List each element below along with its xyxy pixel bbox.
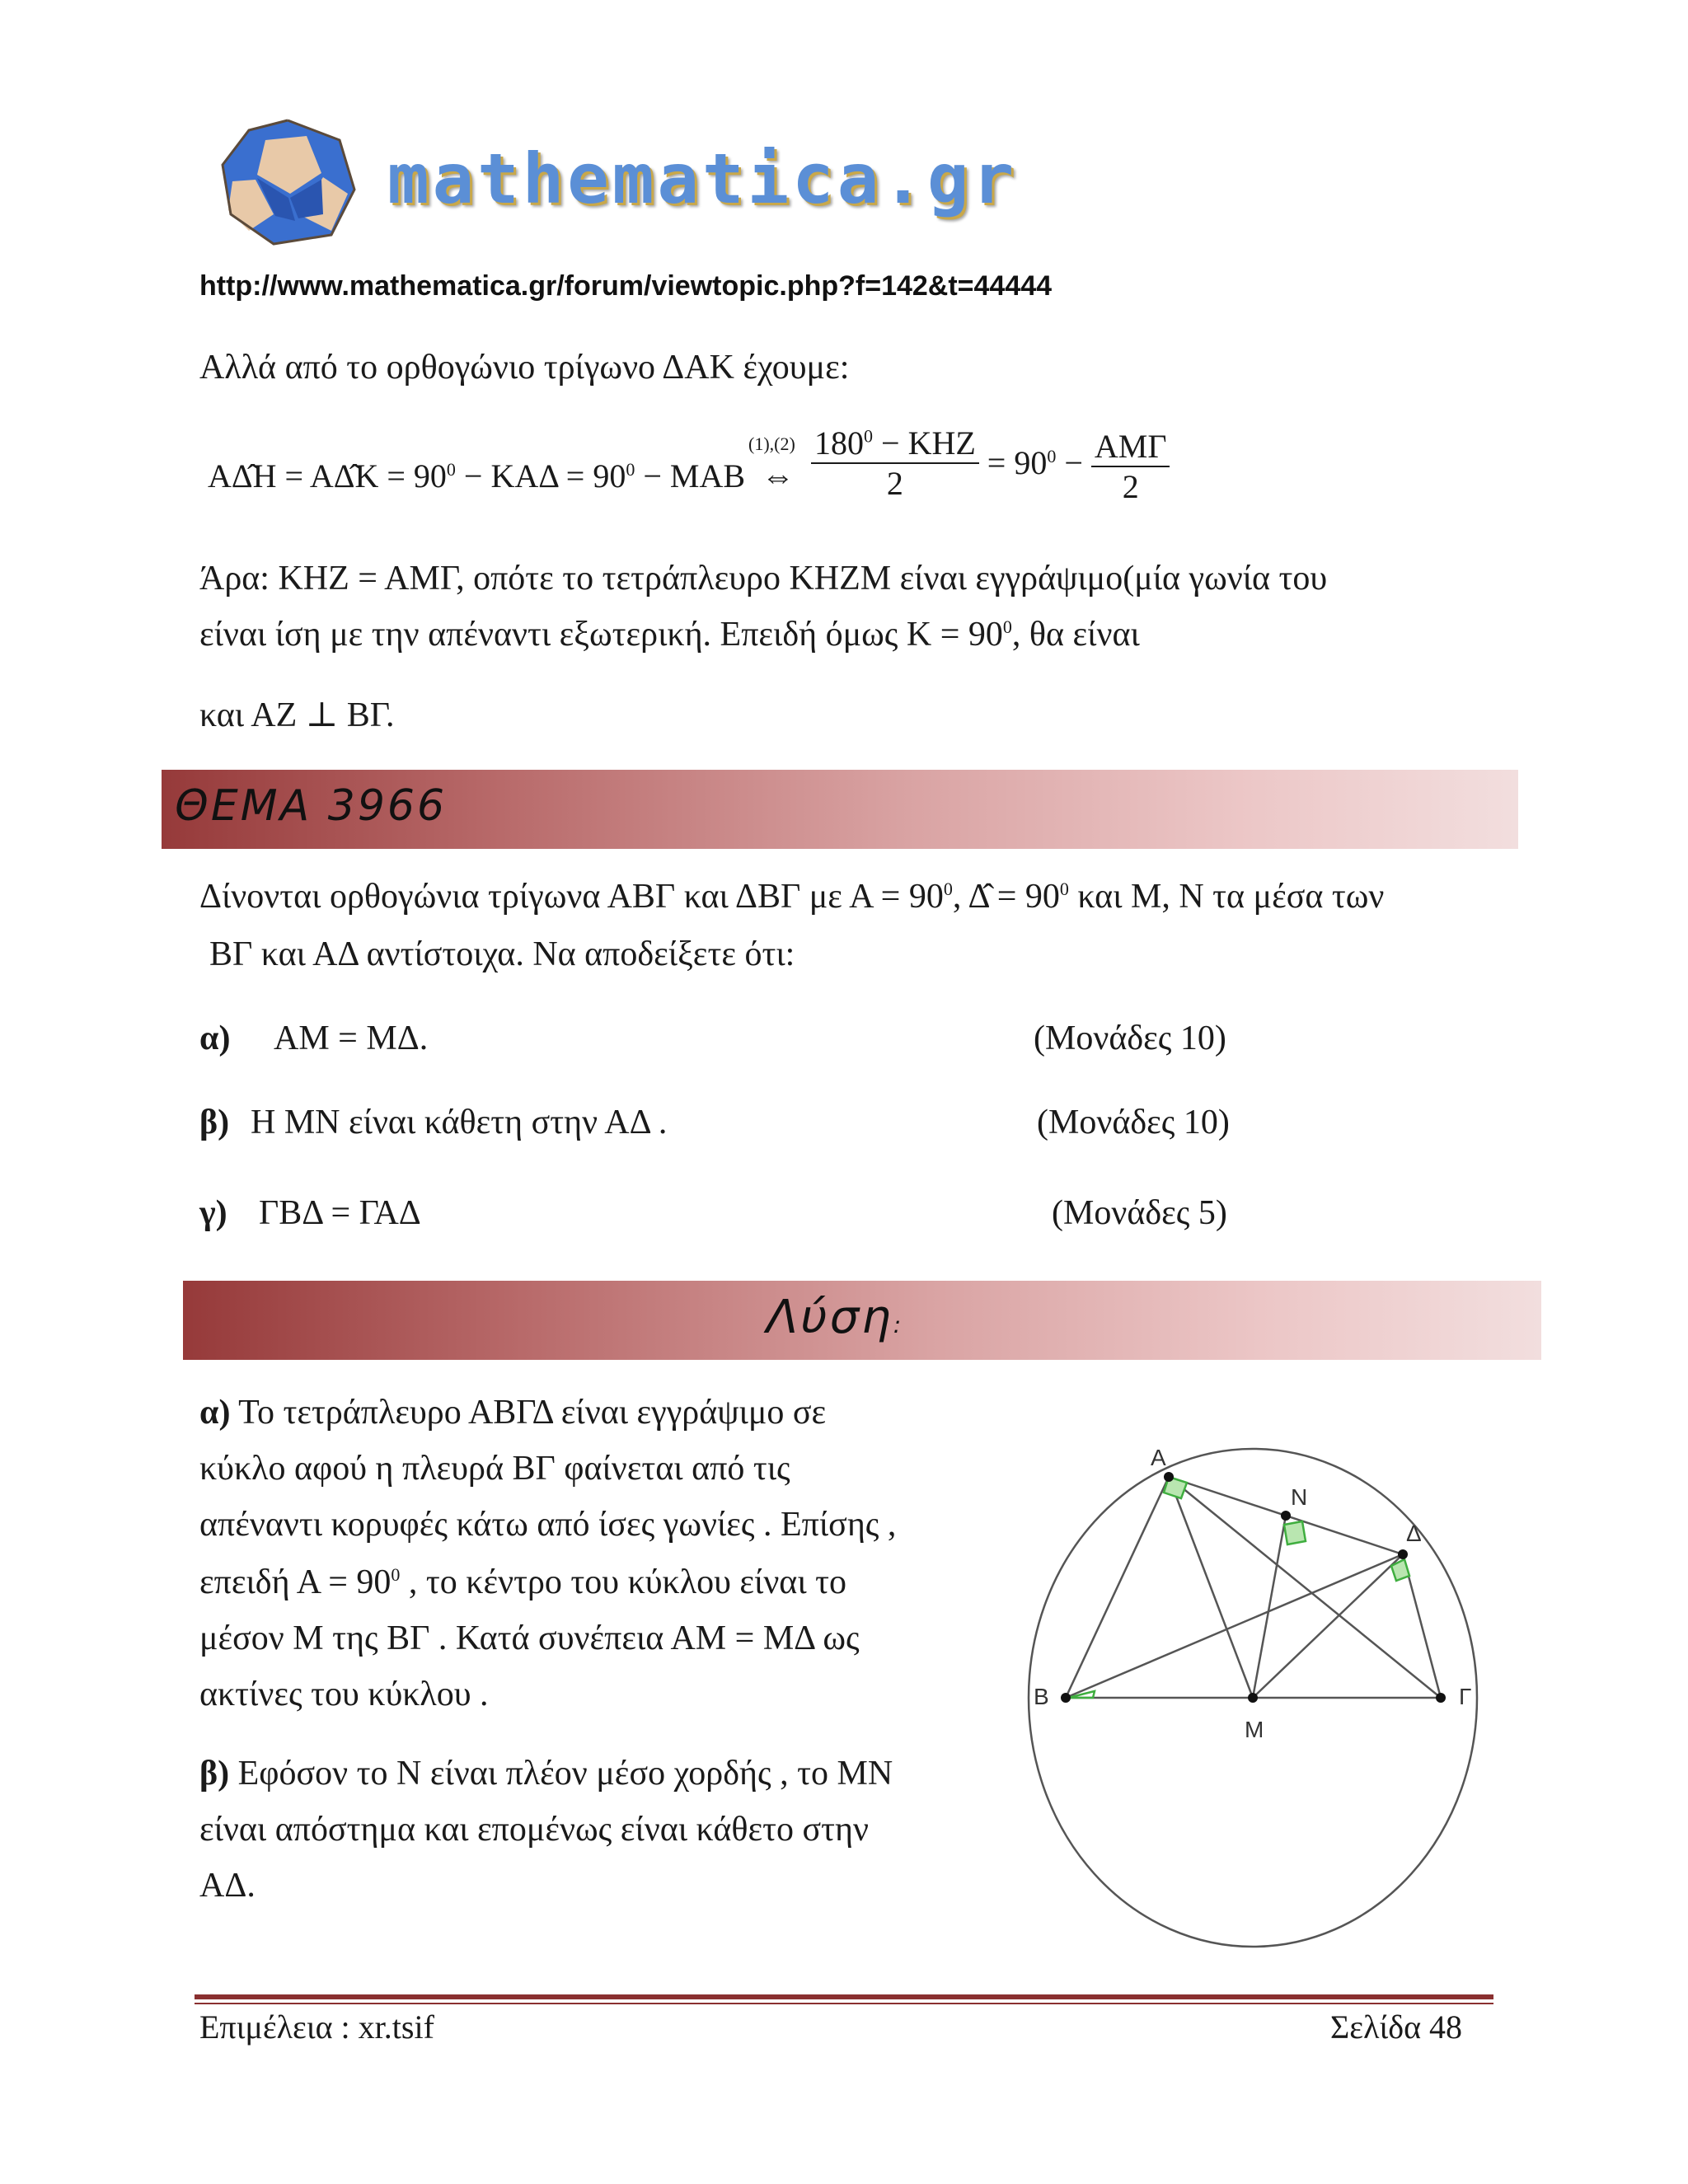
footer-rule-thin bbox=[195, 2003, 1493, 2004]
point-G bbox=[1436, 1693, 1446, 1703]
solution-a-line: ακτίνες του κύκλου . bbox=[199, 1675, 489, 1713]
solution-b-label: β) bbox=[199, 1755, 230, 1793]
item-a-points: (Μονάδες 10) bbox=[1034, 1019, 1226, 1057]
solution-b-line: είναι απόστημα και επομένως είναι κάθετο στην bbox=[199, 1811, 869, 1849]
solution-title-text: Λύση bbox=[767, 1291, 893, 1344]
solution-a-line bbox=[199, 1559, 846, 1606]
solution-title bbox=[767, 1291, 903, 1344]
eq-part: = 90 bbox=[978, 444, 1048, 482]
item-a-label: α) bbox=[199, 1019, 231, 1057]
solution-text: επειδή Α = 90 bbox=[199, 1563, 392, 1601]
eq-arrow: ⇔ bbox=[762, 457, 795, 495]
solution-a-line: απέναντι κορυφές κάτω από ίσες γωνίες . Επίσης , bbox=[199, 1506, 897, 1544]
eq-arrow-label: (1),(2) bbox=[748, 434, 795, 455]
item-c-label: γ) bbox=[199, 1194, 227, 1232]
solution-a-line bbox=[199, 1390, 826, 1436]
eq-sup: 0 bbox=[626, 458, 635, 480]
theme-line bbox=[199, 874, 1384, 921]
paragraph-line: και ΑΖ ⊥ ΒΓ. bbox=[199, 696, 395, 734]
item-b-points: (Μονάδες 10) bbox=[1037, 1104, 1230, 1141]
label-N: N bbox=[1291, 1484, 1308, 1510]
theme-sup: 0 bbox=[1059, 879, 1069, 899]
label-G: Γ bbox=[1459, 1684, 1472, 1709]
solution-a-label: α) bbox=[199, 1394, 231, 1432]
solution-b-line: ΑΔ. bbox=[199, 1867, 256, 1905]
item-c-points: (Μονάδες 5) bbox=[1052, 1194, 1227, 1232]
eq-part: − ΜΑΒ bbox=[635, 457, 754, 495]
frac-num: 180 bbox=[814, 424, 865, 462]
label-A: A bbox=[1151, 1445, 1166, 1470]
point-B bbox=[1061, 1693, 1071, 1703]
frac-num: ΑΜΓ bbox=[1091, 427, 1170, 467]
eq-part: − bbox=[1056, 444, 1091, 482]
paragraph-sup: 0 bbox=[1002, 616, 1012, 637]
paragraph-line: Άρα: ΚΗΖ = ΑΜΓ, οπότε το τετράπλευρο ΚΗΖΜ είναι εγγράψιμο(μία γωνία του bbox=[199, 560, 1328, 598]
solution-text: , το κέντρο του κύκλου είναι το bbox=[400, 1563, 846, 1601]
segment-AB bbox=[1066, 1477, 1169, 1698]
label-D: Δ bbox=[1406, 1521, 1422, 1546]
eq-sup: 0 bbox=[446, 458, 456, 480]
right-angle-N bbox=[1284, 1521, 1306, 1544]
point-M bbox=[1248, 1693, 1258, 1703]
item-b-text: Η ΜΝ είναι κάθετη στην ΑΔ . bbox=[251, 1104, 668, 1141]
item-b-label: β) bbox=[199, 1104, 230, 1141]
point-N bbox=[1281, 1511, 1291, 1521]
eq-part: − ΚΑΔ = 90 bbox=[455, 457, 626, 495]
eq-left: ΑΔ̂Η = ΑΔ̂Κ = 90 bbox=[208, 457, 447, 495]
solution-text: Εφόσον το Ν είναι πλέον μέσο χορδής , το ΜΝ bbox=[229, 1755, 893, 1793]
intro-equation bbox=[208, 424, 1170, 506]
label-B: B bbox=[1034, 1684, 1049, 1709]
source-url[interactable]: http://www.mathematica.gr/forum/viewtopic.php?f=142&t=44444 bbox=[199, 270, 1053, 302]
solution-title-suffix: : bbox=[893, 1311, 904, 1338]
frac-den: 2 bbox=[1122, 468, 1139, 505]
footer-author: Επιμέλεια : xr.tsif bbox=[199, 2008, 434, 2046]
point-A bbox=[1164, 1472, 1174, 1482]
theme-text: , Δ̂ = 90 bbox=[952, 878, 1060, 916]
eq-fraction bbox=[811, 424, 979, 503]
theme-line: ΒΓ και ΑΔ αντίστοιχα. Να αποδείξετε ότι: bbox=[209, 935, 795, 973]
logo-polyhedron-icon bbox=[216, 115, 360, 247]
item-c-text: ΓΒΔ = ΓΑΔ bbox=[259, 1194, 421, 1232]
solution-text: Το τετράπλευρο ΑΒΓΔ είναι εγγράψιμο σε bbox=[230, 1394, 827, 1432]
theme-text: και Μ, Ν τα μέσα των bbox=[1068, 878, 1385, 916]
eq-sup: 0 bbox=[1047, 445, 1057, 466]
paragraph-line bbox=[199, 612, 1140, 658]
eq-sup: 0 bbox=[864, 425, 874, 447]
theme-sup: 0 bbox=[943, 879, 953, 899]
geometry-figure bbox=[1022, 1434, 1484, 1953]
solution-a-line: μέσον Μ της ΒΓ . Κατά συνέπεια ΑΜ = ΜΔ ως bbox=[199, 1619, 860, 1657]
solution-sup: 0 bbox=[391, 1564, 401, 1585]
frac-den: 2 bbox=[886, 465, 903, 502]
theme-text: Δίνονται ορθογώνια τρίγωνα ΑΒΓ και ΔΒΓ με Α = 90 bbox=[199, 878, 944, 916]
item-a-text: ΑΜ = ΜΔ. bbox=[274, 1019, 429, 1057]
eq-fraction bbox=[1091, 427, 1170, 506]
intro-line: Αλλά από το ορθογώνιο τρίγωνο ΔΑΚ έχουμε: bbox=[199, 349, 850, 387]
theme-title: ΘΕΜΑ 3966 bbox=[175, 781, 448, 831]
footer-page-number: Σελίδα 48 bbox=[1330, 2008, 1463, 2046]
paragraph-text: , θα είναι bbox=[1011, 616, 1140, 654]
logo-text: mathematica.gr bbox=[387, 138, 1018, 219]
solution-a-line: κύκλο αφού η πλευρά ΒΓ φαίνεται από τις bbox=[199, 1450, 790, 1488]
footer-rule bbox=[195, 1994, 1493, 1999]
point-D bbox=[1398, 1549, 1408, 1559]
label-M: M bbox=[1245, 1717, 1264, 1742]
logo bbox=[216, 115, 360, 247]
frac-num-rest: − ΚΗΖ bbox=[873, 424, 976, 462]
solution-b-line bbox=[199, 1750, 893, 1797]
paragraph-text: είναι ίση με την απέναντι εξωτερική. Επειδή όμως Κ = 90 bbox=[199, 616, 1003, 654]
